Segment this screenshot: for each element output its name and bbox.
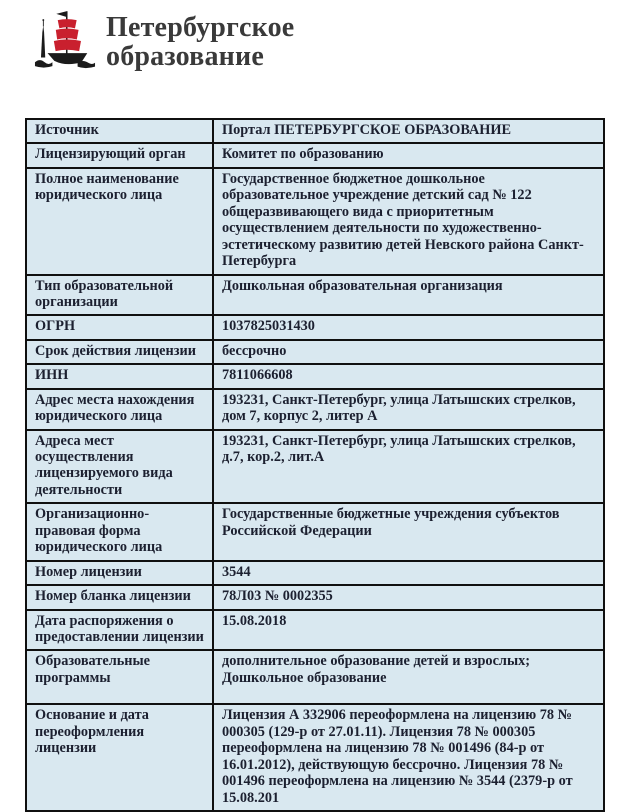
table-row-order-date	[26, 610, 604, 651]
table-row-license-number	[26, 561, 604, 585]
row-value: 7811066608	[213, 364, 604, 388]
site-logo	[34, 8, 294, 77]
table-row-source	[26, 119, 604, 143]
table-row-license-term	[26, 340, 604, 364]
row-value: 3544	[213, 561, 604, 585]
table-row-reissue-basis	[26, 704, 604, 811]
row-label: Лицензирующий орган	[26, 143, 213, 167]
row-value: Лицензия А 332906 переоформлена на лицензию 78 № 000305 (129-р от 27.01.11). Лицензия 78 № 000305 переоформлена на лицензию 78 № 001496 (84-р от 16.01.2012), действующую бессрочно. Лицензия 78 № 001496 переоформлена на лицензию № 3544 (2379-р от 15.08.201	[213, 704, 604, 811]
table-row-inn	[26, 364, 604, 388]
scarlet-sails-ship-icon	[34, 8, 96, 77]
logo-title-line2: образование	[106, 40, 264, 72]
row-value: 1037825031430	[213, 315, 604, 339]
row-value: дополнительное образование детей и взрослых; Дошкольное образование	[213, 650, 604, 704]
row-label: ИНН	[26, 364, 213, 388]
row-label: Адреса мест осуществления лицензируемого вида деятельности	[26, 430, 213, 504]
row-value: Портал ПЕТЕРБУРГСКОЕ ОБРАЗОВАНИЕ	[213, 119, 604, 143]
row-label: Полное наименование юридического лица	[26, 168, 213, 275]
table-row-legal-form	[26, 503, 604, 560]
row-label: Дата распоряжения о предоставлении лицензии	[26, 610, 213, 651]
row-label: ОГРН	[26, 315, 213, 339]
row-value: Государственные бюджетные учреждения субъектов Российской Федерации	[213, 503, 604, 560]
row-label: Основание и дата переоформления лицензии	[26, 704, 213, 811]
table-row-edu-programs	[26, 650, 604, 704]
row-label: Источник	[26, 119, 213, 143]
row-label: Номер лицензии	[26, 561, 213, 585]
table-row-org-type	[26, 275, 604, 316]
table-row-licensing-authority	[26, 143, 604, 167]
table-row-full-name	[26, 168, 604, 275]
table-row-legal-address	[26, 389, 604, 430]
row-value: Государственное бюджетное дошкольное образовательное учреждение детский сад № 122 общеразвивающего вида с приоритетным осуществлением деятельности по художественно-эстетическому развитию детей Невского района Санкт-Петербурга	[213, 168, 604, 275]
license-table-body	[26, 119, 604, 811]
logo-title	[106, 14, 294, 71]
row-value: 15.08.2018	[213, 610, 604, 651]
row-value: 78Л03 № 0002355	[213, 585, 604, 609]
row-label: Срок действия лицензии	[26, 340, 213, 364]
row-label: Образовательные программы	[26, 650, 213, 704]
row-value: Комитет по образованию	[213, 143, 604, 167]
logo-title-line1: Петербургское	[106, 12, 295, 43]
table-row-activity-addresses	[26, 430, 604, 504]
table-row-license-blank-number	[26, 585, 604, 609]
row-value: 193231, Санкт-Петербург, улица Латышских стрелков, д.7, кор.2, лит.А	[213, 430, 604, 504]
row-label: Организационно-правовая форма юридического лица	[26, 503, 213, 560]
row-label: Тип образовательной организации	[26, 275, 213, 316]
row-value: бессрочно	[213, 340, 604, 364]
row-label: Номер бланка лицензии	[26, 585, 213, 609]
license-info-table	[25, 118, 605, 812]
table-row-ogrn	[26, 315, 604, 339]
row-value: 193231, Санкт-Петербург, улица Латышских стрелков, дом 7, корпус 2, литер А	[213, 389, 604, 430]
row-value: Дошкольная образовательная организация	[213, 275, 604, 316]
row-label: Адрес места нахождения юридического лица	[26, 389, 213, 430]
